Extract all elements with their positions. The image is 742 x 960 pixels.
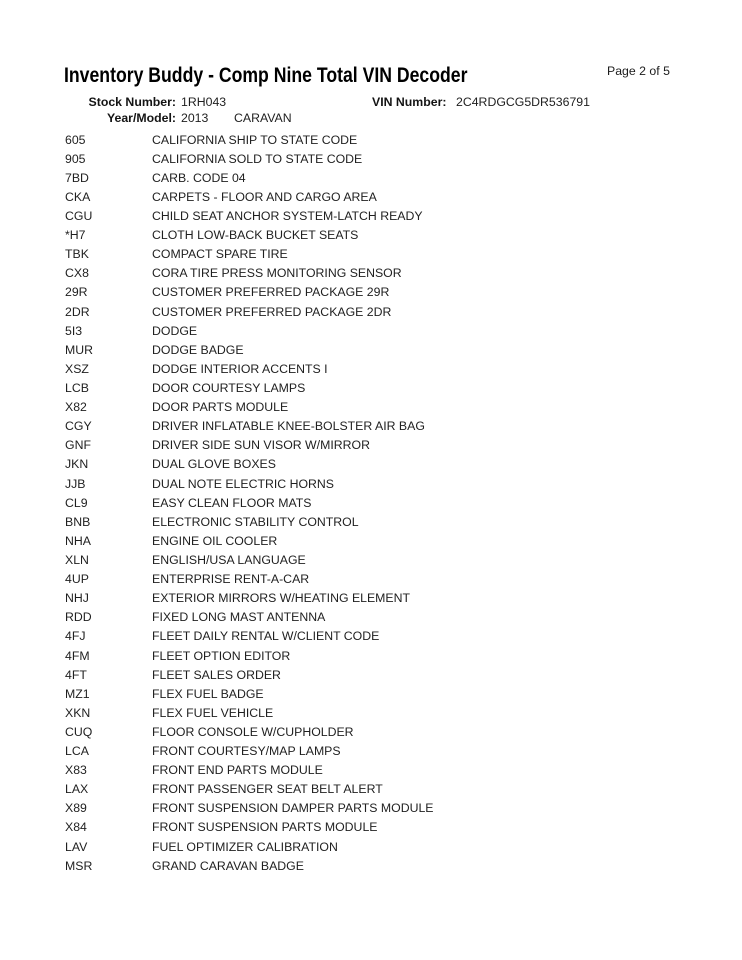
option-description: CALIFORNIA SOLD TO STATE CODE bbox=[152, 151, 363, 166]
option-code: 905 bbox=[65, 151, 86, 166]
code-row bbox=[65, 570, 725, 589]
option-code: X83 bbox=[65, 763, 87, 778]
code-row bbox=[65, 264, 725, 283]
option-description: DUAL GLOVE BOXES bbox=[152, 457, 276, 472]
code-row bbox=[65, 321, 725, 340]
option-code: CUQ bbox=[65, 724, 93, 739]
option-description: FUEL OPTIMIZER CALIBRATION bbox=[152, 839, 338, 854]
code-row bbox=[65, 512, 725, 531]
option-description: FLEET SALES ORDER bbox=[152, 667, 281, 682]
option-description: FLEX FUEL VEHICLE bbox=[152, 705, 274, 720]
option-description: FIXED LONG MAST ANTENNA bbox=[152, 610, 326, 625]
code-row bbox=[65, 684, 725, 703]
option-description: DUAL NOTE ELECTRIC HORNS bbox=[152, 476, 334, 491]
option-description: FLEET DAILY RENTAL W/CLIENT CODE bbox=[152, 629, 380, 644]
option-description: FRONT COURTESY/MAP LAMPS bbox=[152, 744, 341, 759]
option-description: ENGINE OIL COOLER bbox=[152, 533, 278, 548]
code-row bbox=[65, 226, 725, 245]
code-row bbox=[65, 799, 725, 818]
page-title: Inventory Buddy - Comp Nine Total VIN Decoder bbox=[64, 64, 468, 87]
option-description: CARB. CODE 04 bbox=[152, 170, 246, 185]
option-description: DODGE bbox=[152, 323, 198, 338]
code-row bbox=[65, 837, 725, 856]
code-row bbox=[65, 608, 725, 627]
option-code: X89 bbox=[65, 801, 87, 816]
option-description: GRAND CARAVAN BADGE bbox=[152, 858, 304, 873]
option-description: DOOR COURTESY LAMPS bbox=[152, 380, 306, 395]
option-description: CARPETS - FLOOR AND CARGO AREA bbox=[152, 189, 377, 204]
option-description: ELECTRONIC STABILITY CONTROL bbox=[152, 514, 359, 529]
vin-number-value: 2C4RDGCG5DR536791 bbox=[456, 95, 590, 109]
option-description: EASY CLEAN FLOOR MATS bbox=[152, 495, 312, 510]
code-row bbox=[65, 493, 725, 512]
page-number-indicator: Page 2 of 5 bbox=[607, 64, 670, 78]
option-code: LAV bbox=[65, 839, 88, 854]
option-description: CUSTOMER PREFERRED PACKAGE 2DR bbox=[152, 304, 392, 319]
option-code: NHJ bbox=[65, 591, 89, 606]
option-code: 5I3 bbox=[65, 323, 83, 338]
option-code: X82 bbox=[65, 400, 87, 415]
code-row bbox=[65, 206, 725, 225]
option-code: LAX bbox=[65, 782, 89, 797]
option-description: DODGE BADGE bbox=[152, 342, 244, 357]
year-model-label: Year/Model: bbox=[106, 111, 176, 125]
code-row bbox=[65, 531, 725, 550]
option-code: LCA bbox=[65, 744, 89, 759]
option-code: CGU bbox=[65, 208, 93, 223]
option-code: JKN bbox=[65, 457, 89, 472]
option-codes-list bbox=[65, 130, 725, 875]
option-code: GNF bbox=[65, 438, 91, 453]
option-code: X84 bbox=[65, 820, 87, 835]
option-code: 7BD bbox=[65, 170, 89, 185]
option-description: DOOR PARTS MODULE bbox=[152, 400, 289, 415]
option-description: FLEX FUEL BADGE bbox=[152, 686, 264, 701]
code-row bbox=[65, 283, 725, 302]
option-description: ENGLISH/USA LANGUAGE bbox=[152, 552, 306, 567]
option-code: MZ1 bbox=[65, 686, 90, 701]
year-value: 2013 bbox=[181, 111, 209, 125]
option-description: DODGE INTERIOR ACCENTS I bbox=[152, 361, 328, 376]
code-row bbox=[65, 780, 725, 799]
option-code: XSZ bbox=[65, 361, 89, 376]
option-description: COMPACT SPARE TIRE bbox=[152, 247, 288, 262]
option-code: 29R bbox=[65, 285, 88, 300]
code-row bbox=[65, 818, 725, 837]
option-code: XKN bbox=[65, 705, 91, 720]
option-code: JJB bbox=[65, 476, 86, 491]
option-description: CHILD SEAT ANCHOR SYSTEM-LATCH READY bbox=[152, 208, 423, 223]
option-code: 4FJ bbox=[65, 629, 86, 644]
code-row bbox=[65, 436, 725, 455]
code-row bbox=[65, 761, 725, 780]
option-code: 4FM bbox=[65, 648, 90, 663]
option-code: *H7 bbox=[65, 228, 86, 243]
option-description: FLEET OPTION EDITOR bbox=[152, 648, 291, 663]
option-description: DRIVER INFLATABLE KNEE-BOLSTER AIR BAG bbox=[152, 419, 425, 434]
code-row bbox=[65, 417, 725, 436]
code-row bbox=[65, 149, 725, 168]
code-row bbox=[65, 856, 725, 875]
option-code: CL9 bbox=[65, 495, 88, 510]
code-row bbox=[65, 627, 725, 646]
vin-number-label: VIN Number: bbox=[372, 95, 447, 109]
code-row bbox=[65, 245, 725, 264]
option-code: CX8 bbox=[65, 266, 89, 281]
code-row bbox=[65, 378, 725, 397]
stock-number-label: Stock Number: bbox=[88, 95, 176, 109]
option-description: FLOOR CONSOLE W/CUPHOLDER bbox=[152, 724, 354, 739]
code-row bbox=[65, 550, 725, 569]
code-row bbox=[65, 302, 725, 321]
code-row bbox=[65, 455, 725, 474]
code-row bbox=[65, 168, 725, 187]
code-row bbox=[65, 703, 725, 722]
option-description: CUSTOMER PREFERRED PACKAGE 29R bbox=[152, 285, 390, 300]
code-row bbox=[65, 646, 725, 665]
code-row bbox=[65, 474, 725, 493]
option-description: FRONT PASSENGER SEAT BELT ALERT bbox=[152, 782, 383, 797]
code-row bbox=[65, 722, 725, 741]
option-description: CLOTH LOW-BACK BUCKET SEATS bbox=[152, 228, 359, 243]
code-row bbox=[65, 130, 725, 149]
option-code: CKA bbox=[65, 189, 91, 204]
option-code: LCB bbox=[65, 380, 89, 395]
option-code: 4UP bbox=[65, 572, 89, 587]
option-code: RDD bbox=[65, 610, 92, 625]
option-code: MUR bbox=[65, 342, 94, 357]
code-row bbox=[65, 359, 725, 378]
code-row bbox=[65, 589, 725, 608]
option-description: EXTERIOR MIRRORS W/HEATING ELEMENT bbox=[152, 591, 411, 606]
option-code: 605 bbox=[65, 132, 86, 147]
model-value: CARAVAN bbox=[234, 111, 292, 125]
option-description: ENTERPRISE RENT-A-CAR bbox=[152, 572, 310, 587]
stock-number-value: 1RH043 bbox=[181, 95, 227, 109]
option-description: CALIFORNIA SHIP TO STATE CODE bbox=[152, 132, 358, 147]
option-description: FRONT SUSPENSION PARTS MODULE bbox=[152, 820, 378, 835]
option-code: CGY bbox=[65, 419, 92, 434]
code-row bbox=[65, 340, 725, 359]
code-row bbox=[65, 742, 725, 761]
code-row bbox=[65, 187, 725, 206]
option-description: CORA TIRE PRESS MONITORING SENSOR bbox=[152, 266, 402, 281]
option-code: XLN bbox=[65, 552, 89, 567]
option-code: TBK bbox=[65, 247, 89, 262]
option-description: FRONT END PARTS MODULE bbox=[152, 763, 323, 778]
option-code: 2DR bbox=[65, 304, 90, 319]
option-code: MSR bbox=[65, 858, 93, 873]
option-code: NHA bbox=[65, 533, 91, 548]
option-description: FRONT SUSPENSION DAMPER PARTS MODULE bbox=[152, 801, 434, 816]
option-code: BNB bbox=[65, 514, 91, 529]
code-row bbox=[65, 398, 725, 417]
option-description: DRIVER SIDE SUN VISOR W/MIRROR bbox=[152, 438, 370, 453]
code-row bbox=[65, 665, 725, 684]
option-code: 4FT bbox=[65, 667, 87, 682]
